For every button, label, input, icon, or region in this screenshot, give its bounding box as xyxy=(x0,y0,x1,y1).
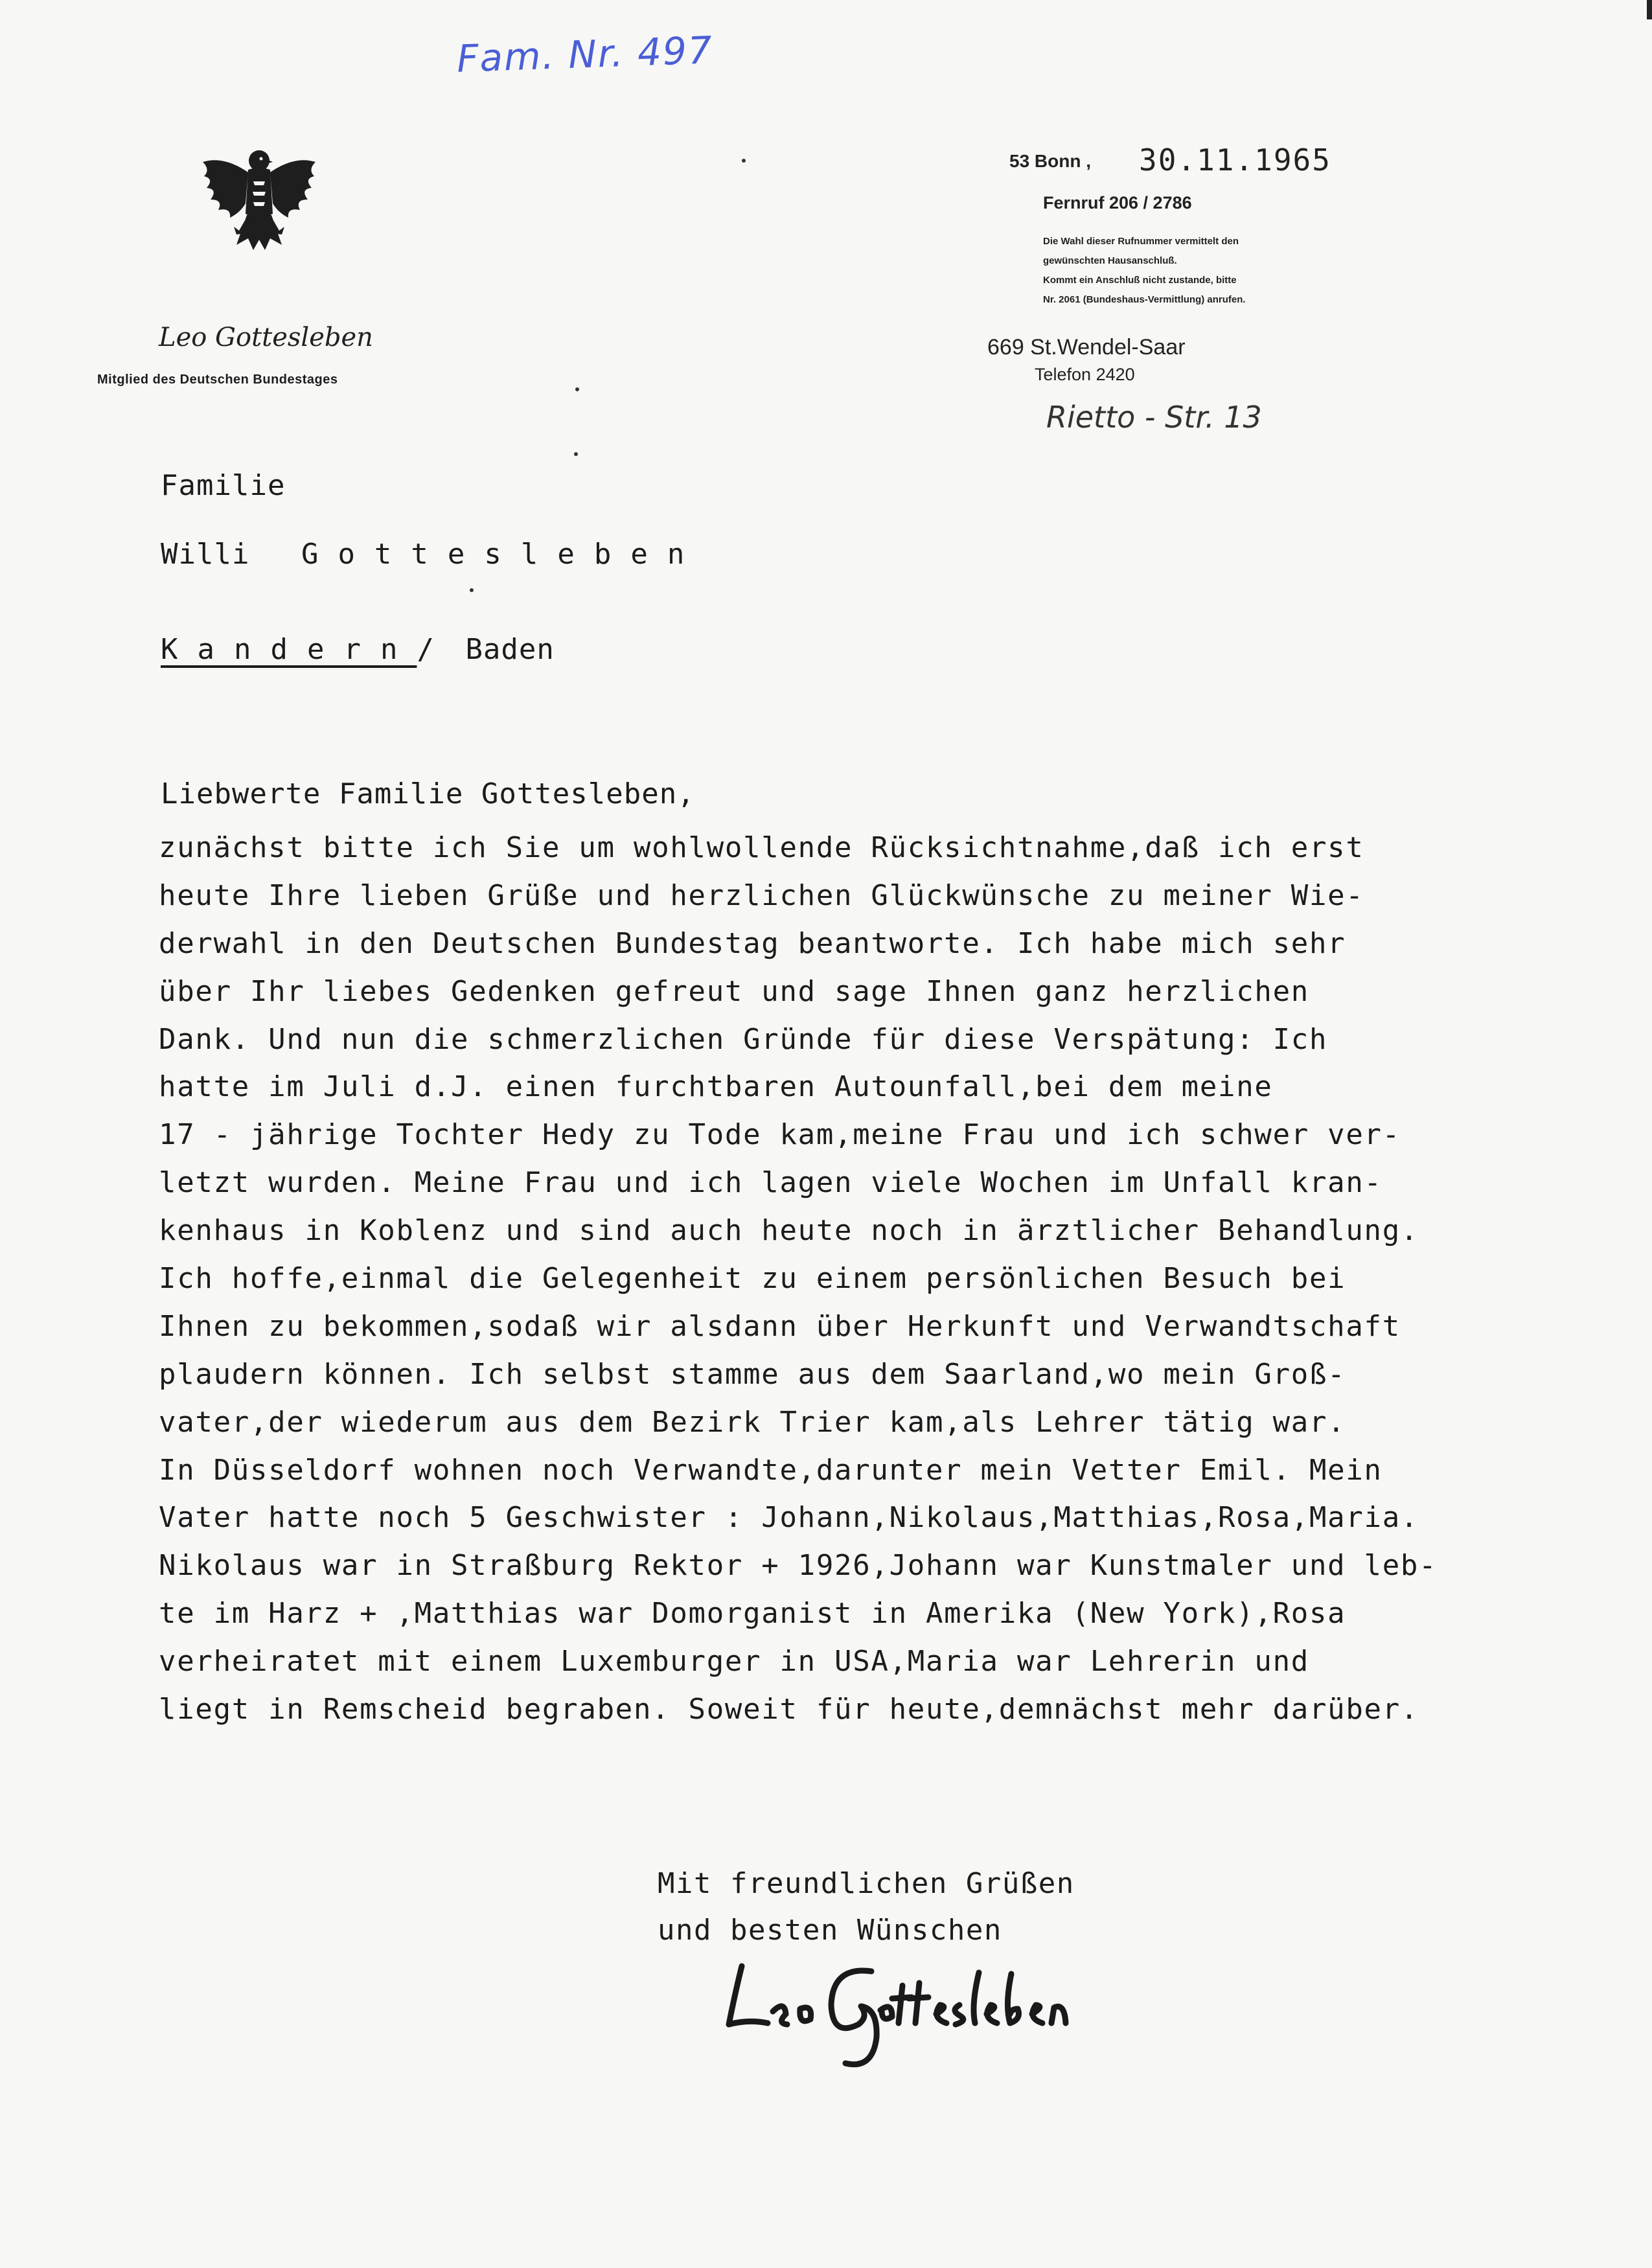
paper-speck xyxy=(742,159,746,163)
body-line: heute Ihre lieben Grüße und herzlichen Glückwünsche zu meiner Wie- xyxy=(159,878,1364,912)
body-line: te im Harz + ,Matthias war Domorganist in Amerika (New York),Rosa xyxy=(159,1597,1346,1631)
phone-note-line: Kommt ein Anschluß nicht zustande, bitte xyxy=(1043,275,1237,286)
closing-line1: Mit freundlichen Grüßen xyxy=(658,1867,1075,1900)
body-line: vater,der wiederum aus dem Bezirk Trier kam,als Lehrer tätig war. xyxy=(159,1405,1346,1439)
sender-title: Mitglied des Deutschen Bundestages xyxy=(97,372,338,387)
federal-eagle-icon xyxy=(191,136,327,272)
body-line: verheiratet mit einem Luxemburger in USA,Maria war Lehrerin und xyxy=(159,1645,1309,1678)
phone-note-line: gewünschten Hausanschluß. xyxy=(1043,255,1177,266)
body-line: Ihnen zu bekommen,sodaß wir alsdann über Herkunft und Verwandtschaft xyxy=(159,1309,1401,1343)
paper-speck xyxy=(574,452,578,456)
body-line: letzt wurden. Meine Frau und ich lagen viele Wochen im Unfall kran- xyxy=(159,1166,1382,1200)
body-line: Dank. Und nun die schmerzlichen Gründe für diese Verspätung: Ich xyxy=(159,1022,1328,1056)
header-phone-note xyxy=(1043,232,1246,310)
sender-name: Leo Gottesleben xyxy=(159,323,373,352)
closing-line2: und besten Wünschen xyxy=(658,1914,1002,1947)
closing xyxy=(658,1861,1075,1954)
body-line: plaudern können. Ich selbst stamme aus dem Saarland,wo mein Groß- xyxy=(159,1357,1346,1391)
recipient-first-name: Willi xyxy=(161,538,250,571)
paper-speck xyxy=(575,387,579,391)
body-line: Nikolaus war in Straßburg Rektor + 1926,Johann war Kunstmaler und leb- xyxy=(159,1549,1438,1583)
family-number-annotation: Fam. Nr. 497 xyxy=(455,28,714,81)
recipient-separator: / xyxy=(417,633,435,666)
salutation: Liebwerte Familie Gottesleben, xyxy=(161,777,695,810)
body-line: kenhaus in Koblenz und sind auch heute noch in ärztlicher Behandlung. xyxy=(159,1214,1419,1248)
recipient-city: Kandern xyxy=(161,633,417,666)
header-phone: Fernruf 206 / 2786 xyxy=(1043,193,1192,212)
recipient-line3 xyxy=(161,633,555,666)
recipient-line2 xyxy=(161,538,704,571)
recipient-line1: Familie xyxy=(161,469,286,502)
letter-body xyxy=(159,824,1545,1734)
recipient-last-name: Gottesleben xyxy=(301,538,704,571)
body-line: Vater hatte noch 5 Geschwister : Johann,Nikolaus,Matthias,Rosa,Maria. xyxy=(159,1501,1419,1535)
street-handwritten: Rietto - Str. 13 xyxy=(1046,400,1262,435)
header-telephone: Telefon 2420 xyxy=(1035,365,1135,384)
phone-note-line: Nr. 2061 (Bundeshaus-Vermittlung) anrufen. xyxy=(1043,294,1246,305)
header-address: 669 St.Wendel-Saar xyxy=(987,335,1186,360)
body-line: 17 - jährige Tochter Hedy zu Tode kam,meine Frau und ich schwer ver- xyxy=(159,1118,1401,1152)
paper-speck xyxy=(470,588,474,592)
body-line: Ich hoffe,einmal die Gelegenheit zu einem persönlichen Besuch bei xyxy=(159,1262,1346,1296)
handwritten-signature xyxy=(722,1947,1085,2076)
body-line: In Düsseldorf wohnen noch Verwandte,darunter mein Vetter Emil. Mein xyxy=(159,1453,1382,1487)
body-line: über Ihr liebes Gedenken gefreut und sage Ihnen ganz herzlichen xyxy=(159,974,1309,1008)
body-line: zunächst bitte ich Sie um wohlwollende Rücksichtnahme,daß ich erst xyxy=(159,831,1364,864)
body-line: hatte im Juli d.J. einen furchtbaren Autounfall,bei dem meine xyxy=(159,1070,1273,1104)
header-date: 30.11.1965 xyxy=(1139,143,1331,178)
page-edge-mark xyxy=(1647,0,1652,19)
body-line: derwahl in den Deutschen Bundestag beantworte. Ich habe mich sehr xyxy=(159,926,1346,960)
body-line: liegt in Remscheid begraben. Soweit für heute,demnächst mehr darüber. xyxy=(159,1693,1419,1726)
header-city: 53 Bonn , xyxy=(1009,151,1092,171)
recipient-region: Baden xyxy=(465,633,555,666)
phone-note-line: Die Wahl dieser Rufnummer vermittelt den xyxy=(1043,236,1239,247)
